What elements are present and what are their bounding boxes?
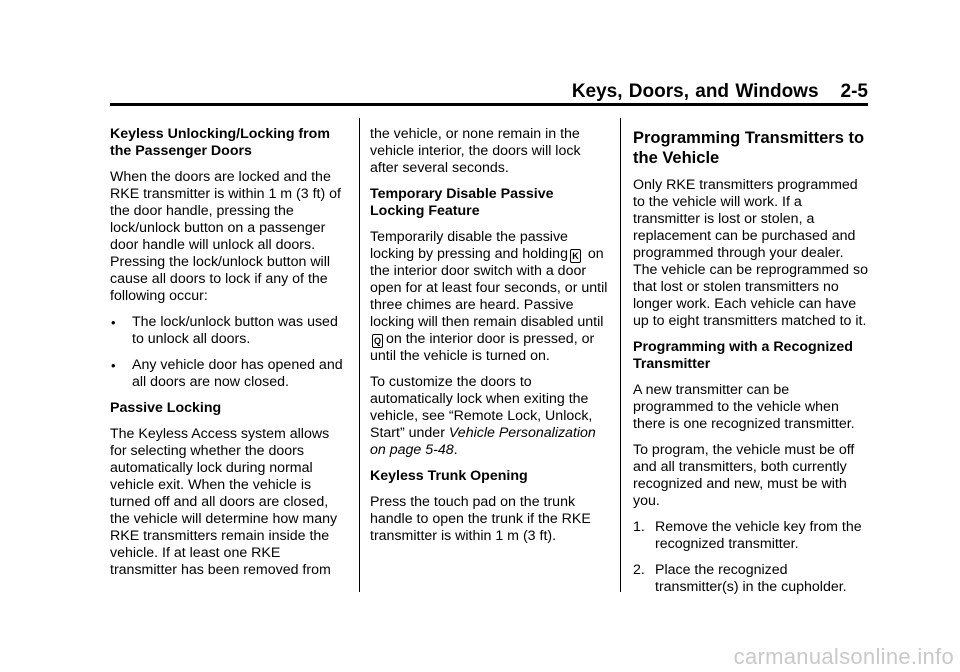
text-run: Temporarily disable the passive locking by pressing and holding — [370, 229, 568, 262]
subheading: Temporary Disable Passive Locking Feature — [370, 186, 554, 219]
text-run: on the interior door is pressed, or until the vehicle is turned on. — [370, 331, 595, 364]
header-rule — [110, 103, 868, 106]
paragraph: To program, the vehicle must be off and all transmitters, both currently recognized and new, must be with you. — [633, 442, 855, 509]
paragraph: When the doors are locked and the RKE transmitter is within 1 m (3 ft) of the door handle, pressing the lock/unlock button on a passenger door handle will unlock all doors. Pressing the lock/unlock button will cause all doors to lock if any of the following occur: — [110, 169, 341, 304]
step-number: 1. — [633, 519, 645, 535]
bullet-icon: • — [111, 315, 116, 330]
column-divider — [359, 118, 360, 592]
text-run: . — [453, 442, 458, 458]
paragraph: The Keyless Access system allows for selecting whether the doors automatically lock during normal vehicle exit. When the vehicle is turned off and all doors are closed, the vehicle will determine how many RKE transmitters remain inside the vehicle. If at least one RKE transmitter has been removed from — [110, 426, 338, 578]
text-run: To customize the doors to automatically lock when exiting the vehicle, see “Remote Lock, Unlock, Start” under — [370, 374, 593, 441]
subheading: Keyless Unlocking/Locking from the Passenger Doors — [110, 126, 330, 159]
column-divider — [620, 118, 621, 592]
paragraph: A new transmitter can be programmed to the vehicle when there is one recognized transmitter. — [633, 382, 855, 432]
step-number: 2. — [633, 562, 645, 578]
column-1 — [110, 126, 348, 588]
paragraph — [370, 229, 608, 365]
text-run: on the interior door switch with a door open for at least four seconds, or until three chimes are heard. Passive locking will then remain disabled until — [370, 246, 608, 330]
section-heading: Programming Transmitters to the Vehicle — [633, 129, 865, 167]
step-text: Remove the vehicle key from the recognized transmitter. — [655, 519, 862, 552]
bullet-text: The lock/unlock button was used to unlock all doors. — [132, 314, 338, 347]
subheading: Keyless Trunk Opening — [370, 468, 528, 484]
step-item — [633, 519, 871, 553]
lock-button-icon — [570, 249, 581, 263]
page-number: 2-5 — [840, 81, 868, 102]
bullet-item — [110, 314, 348, 348]
column-2 — [370, 126, 608, 554]
cross-reference-link[interactable]: Vehicle Personalization on page 5-48 — [370, 425, 596, 458]
paragraph — [370, 374, 608, 459]
unlock-button-icon — [372, 334, 383, 348]
paragraph: Only RKE transmitters programmed to the vehicle will work. If a transmitter is lost or stolen, a replacement can be purchased and programmed through your dealer. The vehicle can be reprogrammed so that lost or stolen transmitters no longer work. Each vehicle can have up to eight transmitters matched to it. — [633, 177, 869, 329]
section-title: Keys, Doors, and Windows — [571, 81, 819, 102]
subheading: Programming with a Recognized Transmitter — [633, 339, 853, 372]
watermark: carmanualsonline.info — [733, 644, 954, 669]
bullet-text: Any vehicle door has opened and all doors are now closed. — [132, 357, 343, 390]
page-header — [110, 80, 868, 104]
column-3 — [633, 126, 871, 605]
step-item — [633, 562, 871, 596]
subheading: Passive Locking — [110, 400, 222, 416]
bullet-item — [110, 357, 348, 391]
paragraph: Press the touch pad on the trunk handle to open the trunk if the RKE transmitter is within 1 m (3 ft). — [370, 494, 591, 544]
bullet-icon: • — [111, 358, 116, 373]
step-text: Place the recognized transmitter(s) in the cupholder. — [655, 562, 847, 595]
paragraph: the vehicle, or none remain in the vehicle interior, the doors will lock after several seconds. — [370, 126, 581, 176]
